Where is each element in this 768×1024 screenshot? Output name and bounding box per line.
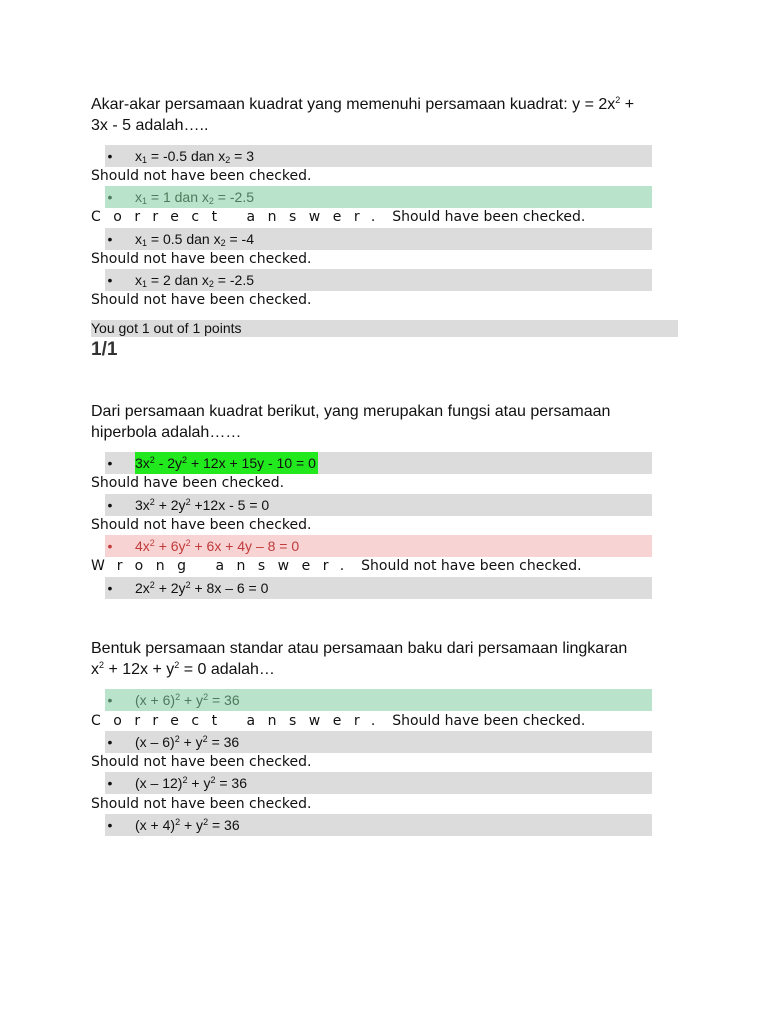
question-2-text [91, 401, 661, 443]
option-text: $(x - 12)^2 + y^2 = 36$ [135, 775, 247, 791]
option-text: $x_1 = 1$ dan $x_2 = -2.5$ [135, 189, 255, 206]
bullet-icon: • [107, 189, 113, 205]
q3-option-2[interactable] [105, 731, 652, 753]
score-value: 1/1 [91, 339, 118, 360]
q1-option-1[interactable] [105, 145, 652, 167]
correct-answer-label: Correct answer. [91, 713, 388, 729]
question-1-prompt-part: Akar-akar persamaan kuadrat yang memenuhi persamaan kuadrat: y = 2x [91, 96, 616, 113]
q1-option-3[interactable] [105, 228, 652, 250]
wrong-answer-label: Wrong answer. [91, 558, 357, 574]
option-text: $x_1 = 2$ dan $x_2 = -2.5$ [135, 272, 255, 289]
bullet-icon: • [107, 148, 113, 164]
question-3-prompt-part: Bentuk persamaan standar atau persamaan baku dari persamaan lingkaran [91, 640, 628, 657]
option-text: $4x^2 + 6y^2 + 6x + 4y - 8 = 0$ [135, 538, 300, 554]
question-2-prompt-part: hiperbola adalah…… [91, 424, 242, 441]
bullet-icon: • [107, 817, 113, 833]
option-text: $(x + 4)^2 + y^2 = 36$ [135, 817, 240, 833]
option-text: $x_1 = -0.5$ dan $x_2 = 3$ [135, 148, 254, 165]
q1-feedback-4: Should not have been checked. [91, 292, 312, 308]
bullet-icon: • [107, 455, 113, 471]
bullet-icon: • [107, 272, 113, 288]
q1-option-2[interactable] [105, 186, 652, 208]
option-text: $(x - 6)^2 + y^2 = 36$ [135, 734, 240, 750]
bullet-icon: • [107, 538, 113, 554]
option-text: $2x^2 + 2y^2 + 8x - 6 = 0$ [135, 580, 269, 596]
q2-option-3[interactable] [105, 535, 652, 557]
question-3-text: Bentuk persamaan standar atau persamaan baku dari persamaan lingkaran $x^2 + 12x + y^2 = 0$ adalah… [91, 640, 628, 678]
question-1-prompt-part: + [620, 96, 635, 113]
q2-option-2[interactable] [105, 494, 652, 516]
q1-feedback-3: Should not have been checked. [91, 251, 312, 267]
option-text: $(x + 6)^2 + y^2 = 36$ [135, 692, 240, 708]
bullet-icon: • [107, 231, 113, 247]
bullet-icon: • [107, 734, 113, 750]
bullet-icon: • [107, 692, 113, 708]
bullet-icon: • [107, 775, 113, 791]
question-1-text [91, 94, 661, 136]
superscript: 2 [615, 95, 621, 105]
q2-feedback-3: Wrong answer. Should not have been checked. [91, 558, 582, 574]
correct-answer-label: Correct answer. [91, 209, 388, 225]
q1-feedback-2: Correct answer. Should have been checked. [91, 209, 586, 225]
q3-feedback-1: Correct answer. Should have been checked. [91, 713, 586, 729]
question-2-prompt-part: Dari persamaan kuadrat berikut, yang merupakan fungsi atau persamaan [91, 403, 611, 420]
q3-option-1[interactable] [105, 689, 652, 711]
score-summary: You got 1 out of 1 points [91, 320, 678, 337]
q3-option-4[interactable] [105, 814, 652, 836]
q2-feedback-1: Should have been checked. [91, 475, 285, 491]
q1-feedback-1: Should not have been checked. [91, 168, 312, 184]
q2-option-1[interactable] [105, 452, 652, 474]
option-text: $x_1 = 0.5$ dan $x_2 = -4$ [135, 231, 254, 248]
question-1-prompt-part: 3x - 5 adalah….. [91, 117, 209, 134]
q2-feedback-2: Should not have been checked. [91, 517, 312, 533]
q2-option-4[interactable] [105, 577, 652, 599]
q3-feedback-2: Should not have been checked. [91, 754, 312, 770]
q3-option-3[interactable] [105, 772, 652, 794]
option-text: $3x^2 + 2y^2 +12x - 5 = 0$ [135, 497, 270, 513]
q1-option-4[interactable] [105, 269, 652, 291]
q3-feedback-3: Should not have been checked. [91, 796, 312, 812]
bullet-icon: • [107, 497, 113, 513]
bullet-icon: • [107, 580, 113, 596]
option-text-highlighted: $3x^2 - 2y^2 + 12x + 15y - 10 = 0$ [135, 452, 318, 474]
